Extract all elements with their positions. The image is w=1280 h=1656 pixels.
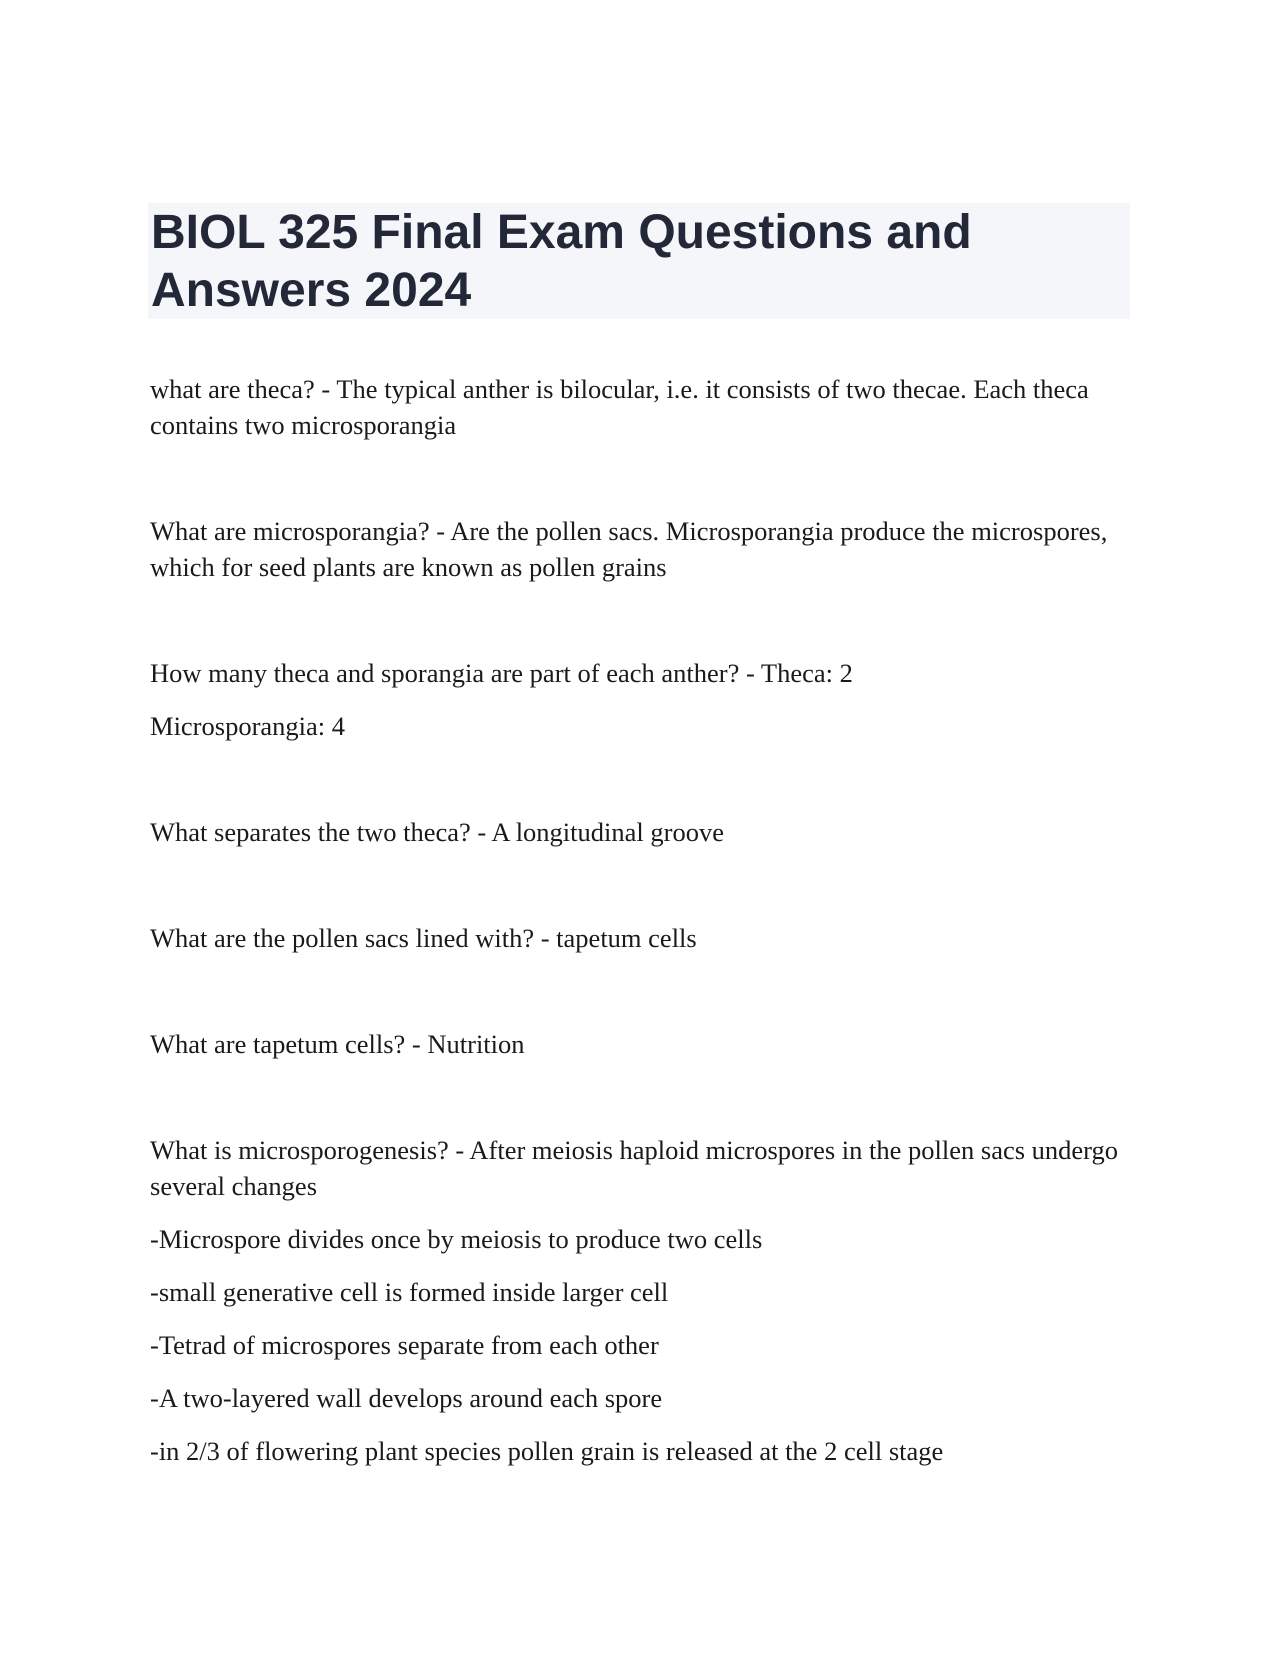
qa-paragraph: How many theca and sporangia are part of each anther? - Theca: 2 (150, 658, 853, 688)
qa-list-item: -A two-layered wall develops around each spore (150, 1383, 663, 1413)
qa-paragraph: What is microsporogenesis? - After meiosis haploid microspores in the pollen sacs undergo several changes (150, 1135, 1119, 1201)
qa-list-item: -small generative cell is formed inside larger cell (150, 1277, 669, 1307)
qa-paragraph: What are tapetum cells? - Nutrition (150, 1029, 525, 1059)
page-title: BIOL 325 Final Exam Questions and Answers 2024 (151, 206, 972, 317)
qa-list-item: -in 2/3 of flowering plant species pollen grain is released at the 2 cell stage (150, 1436, 944, 1466)
qa-paragraph: what are theca? - The typical anther is bilocular, i.e. it consists of two thecae. Each theca contains two microsporangia (150, 374, 1089, 440)
qa-paragraph: What are the pollen sacs lined with? - tapetum cells (150, 923, 697, 953)
qa-paragraph: What are microsporangia? - Are the pollen sacs. Microsporangia produce the microspores, which for seed plants are known as pollen grains (150, 516, 1108, 582)
title-banner (148, 203, 1130, 319)
qa-paragraph: Microsporangia: 4 (150, 711, 346, 741)
qa-list-item: -Tetrad of microspores separate from each other (150, 1330, 659, 1360)
qa-paragraph: What separates the two theca? - A longitudinal groove (150, 817, 724, 847)
qa-list-item: -Microspore divides once by meiosis to produce two cells (150, 1224, 763, 1254)
